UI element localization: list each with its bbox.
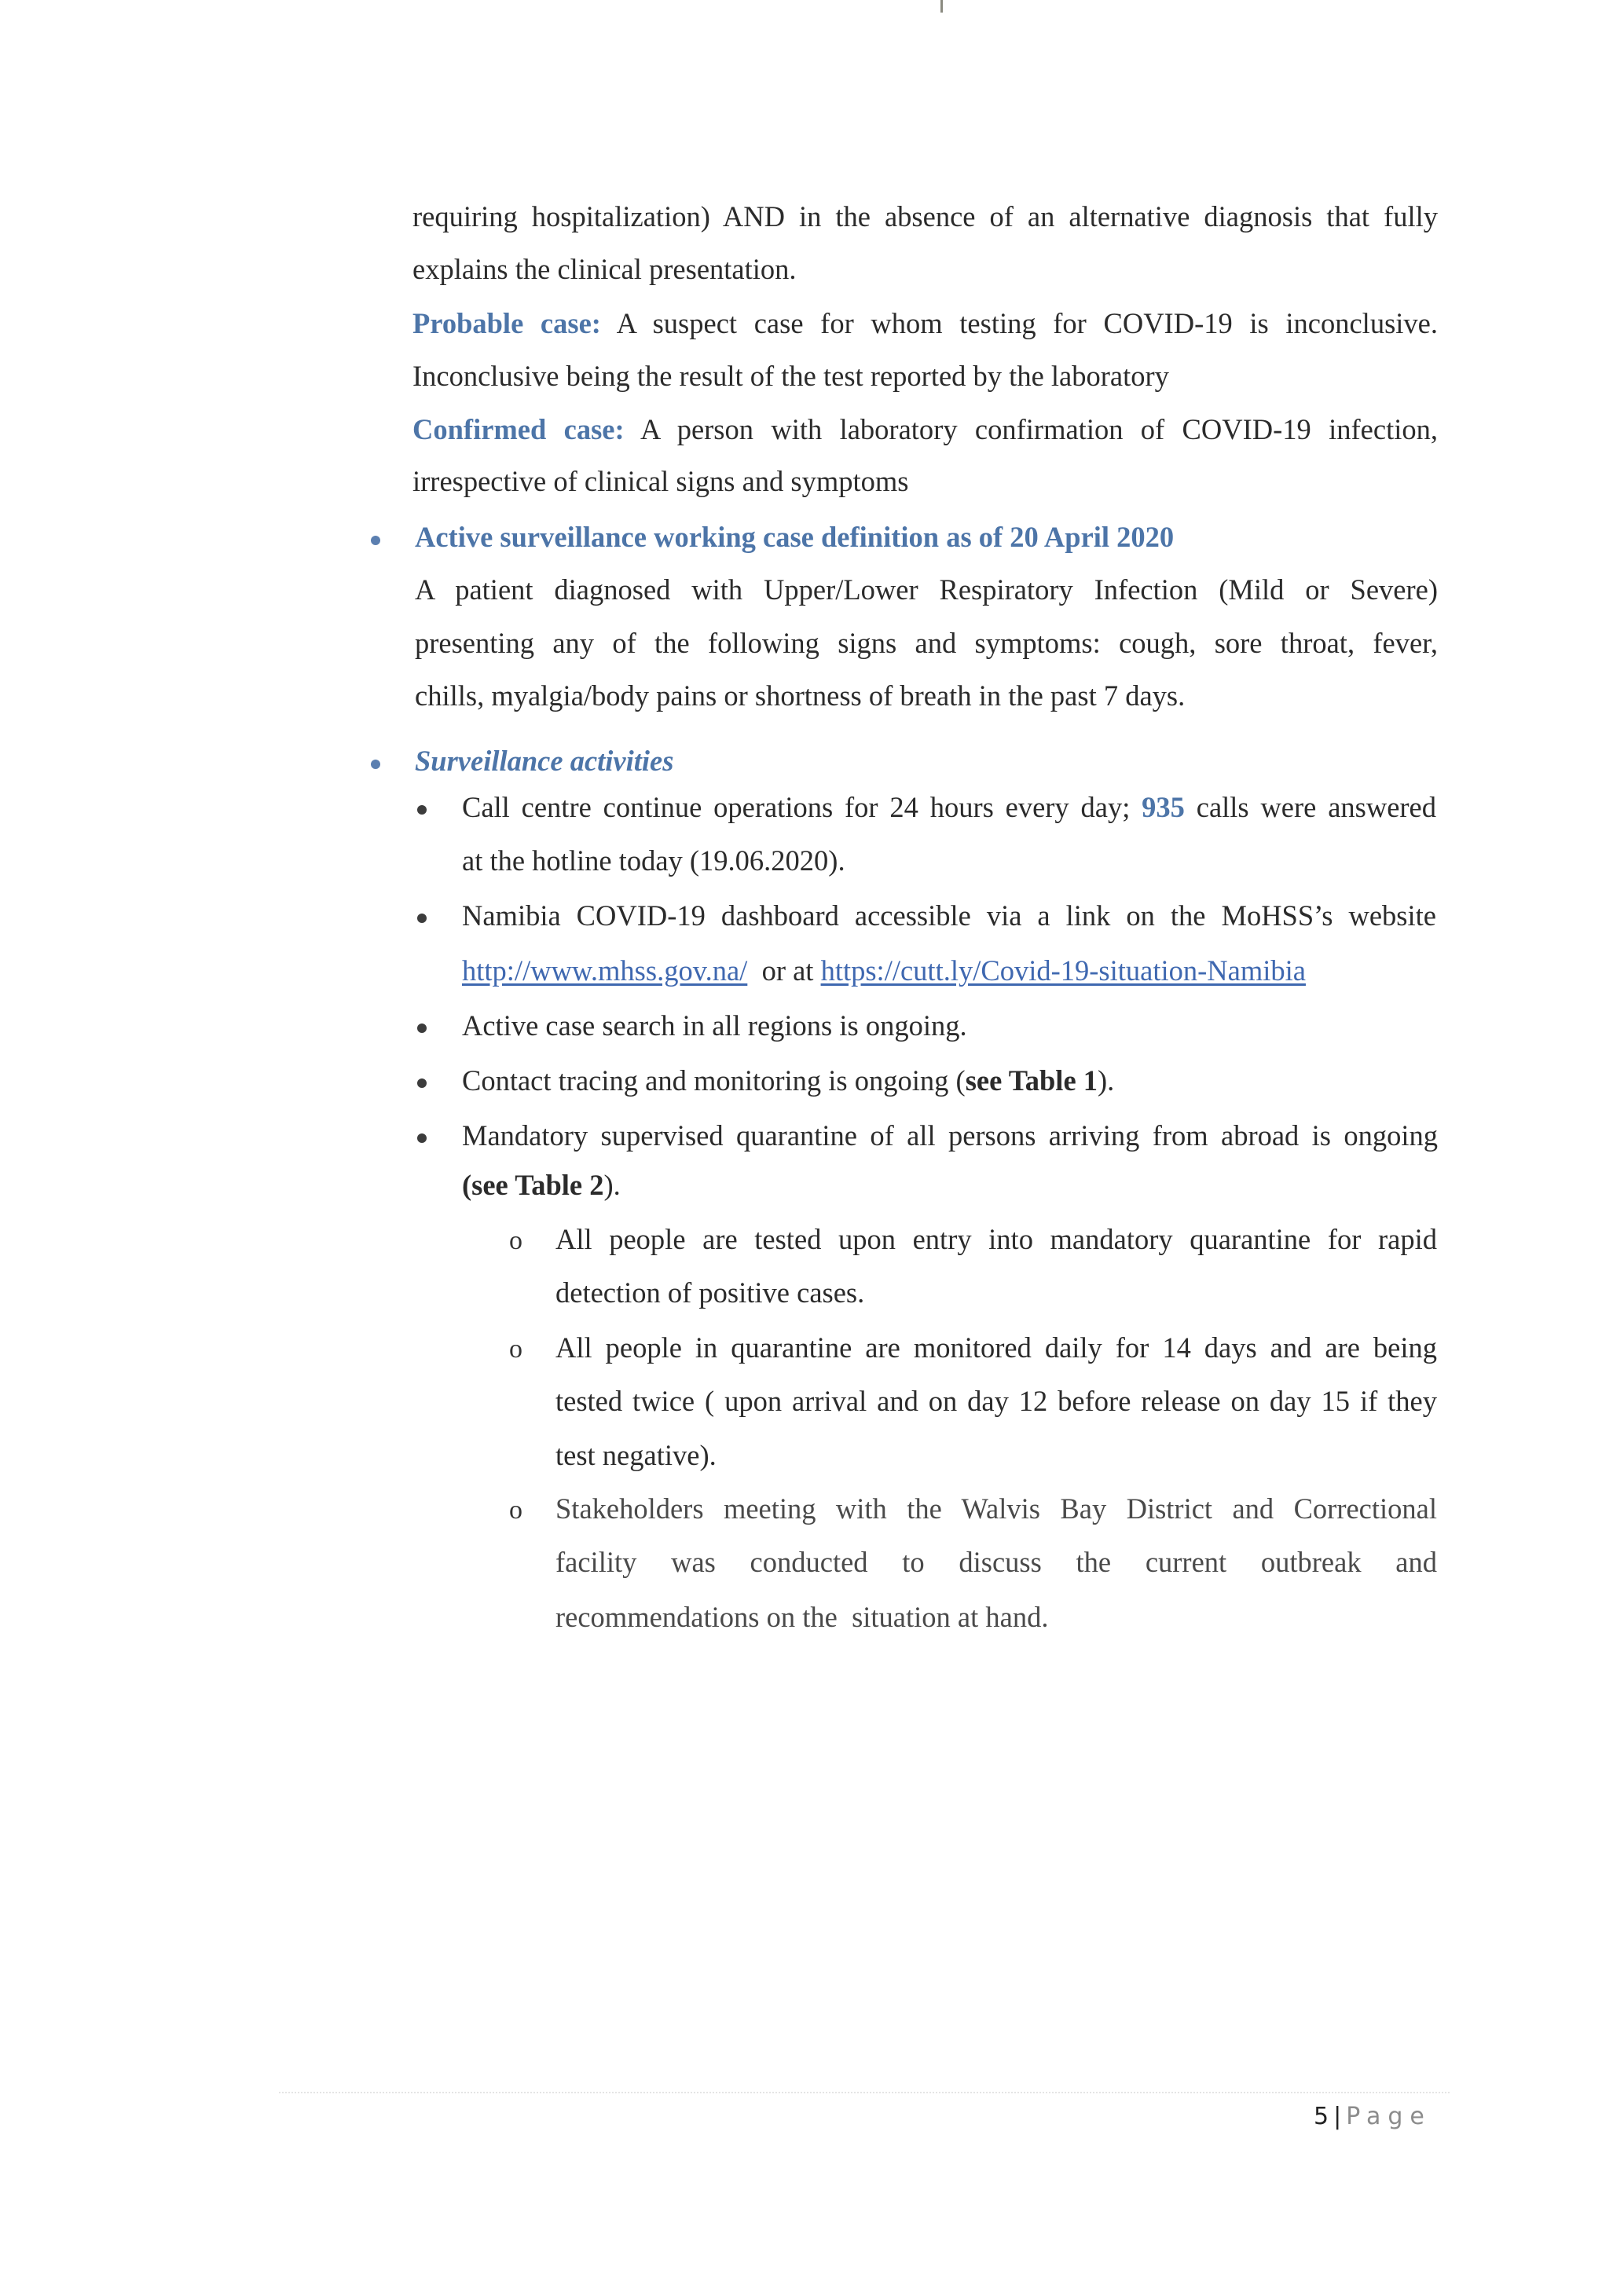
paren-close: ).: [603, 1169, 621, 1201]
call-centre-item: [462, 793, 1436, 822]
active-case-search-item: Active case search in all regions is ongoing.: [462, 1009, 967, 1042]
sub-item-line: All people are tested upon entry into mandatory quarantine for rapid: [555, 1223, 1437, 1255]
page-number-value: 5: [1314, 2103, 1329, 2130]
dashboard-links: [462, 954, 1306, 987]
page-number: [1314, 2105, 1432, 2129]
circle-bullet-icon: o: [509, 1496, 522, 1525]
circle-bullet-icon: o: [509, 1335, 522, 1364]
page-label: Page: [1346, 2103, 1432, 2130]
body-text-line: at the hotline today (19.06.2020).: [462, 844, 845, 877]
call-centre-text: Call centre continue operations for 24 hours every day;: [462, 791, 1142, 823]
body-text-line: A patient diagnosed with Upper/Lower Respiratory Infection (Mild or Severe): [415, 573, 1438, 606]
table-2-reference: see Table 2: [471, 1169, 604, 1201]
section-heading-surveillance-activities: Surveillance activities: [415, 745, 674, 777]
probable-case-definition: [412, 309, 1438, 339]
bullet-icon: [417, 805, 427, 815]
sub-item-line: facility was conducted to discuss the current outbreak and: [555, 1546, 1437, 1578]
sub-item-line: detection of positive cases.: [555, 1276, 865, 1309]
scan-artifact: [940, 0, 943, 13]
sub-item-line: test negative).: [555, 1439, 717, 1471]
contact-tracing-text: Contact tracing and monitoring is ongoing (: [462, 1064, 966, 1097]
dashboard-item: Namibia COVID-19 dashboard accessible via a link on the MoHSS’s website: [462, 899, 1436, 932]
paren-open: (: [462, 1169, 472, 1201]
footer-divider: [279, 2092, 1450, 2093]
body-text-line: explains the clinical presentation.: [412, 253, 797, 285]
bullet-icon: [417, 1078, 427, 1088]
contact-tracing-item: [462, 1064, 1115, 1097]
section-heading-active-surveillance: Active surveillance working case definition as of 20 April 2020: [415, 521, 1175, 553]
bullet-icon: [417, 1023, 427, 1033]
bullet-icon: [371, 760, 380, 769]
circle-bullet-icon: o: [509, 1226, 522, 1255]
bullet-icon: [417, 1133, 427, 1143]
sub-item-line: tested twice ( upon arrival and on day 12 before release on day 15 if they: [555, 1385, 1437, 1417]
body-text-line: presenting any of the following signs and symptoms: cough, sore throat, fever,: [415, 627, 1438, 659]
body-text-line: irrespective of clinical signs and symptoms: [412, 465, 909, 497]
page-number-separator: |: [1333, 2103, 1342, 2130]
body-text-line: chills, myalgia/body pains or shortness of breath in the past 7 days.: [415, 679, 1186, 712]
mohss-website-link[interactable]: http://www.mhss.gov.na/: [462, 954, 748, 987]
bullet-icon: [371, 536, 380, 545]
body-text-line: requiring hospitalization) AND in the absence of an alternative diagnosis that fully: [412, 200, 1438, 233]
table-1-reference: see Table 1: [965, 1064, 1098, 1097]
call-centre-text: calls were answered: [1184, 791, 1437, 823]
covid-dashboard-link[interactable]: https://cutt.ly/Covid-19-situation-Namibia: [820, 954, 1306, 987]
table-2-reference-line: [462, 1171, 621, 1200]
confirmed-case-definition: [412, 413, 1438, 445]
body-text-line: Inconclusive being the result of the test reported by the laboratory: [412, 360, 1169, 392]
probable-case-label: Probable case:: [412, 307, 601, 339]
quarantine-item: Mandatory supervised quarantine of all persons arriving from abroad is ongoing: [462, 1119, 1438, 1152]
probable-case-text: A suspect case for whom testing for COVID-19 is inconclusive.: [600, 307, 1438, 339]
calls-answered-count: 935: [1142, 791, 1185, 823]
sub-item-line: Stakeholders meeting with the Walvis Bay District and Correctional: [555, 1492, 1437, 1525]
links-connector: or at: [747, 954, 821, 987]
sub-item-line: recommendations on the situation at hand.: [555, 1601, 1049, 1633]
confirmed-case-label: Confirmed case:: [412, 413, 625, 445]
bullet-icon: [417, 914, 427, 923]
contact-tracing-end: ).: [1098, 1064, 1115, 1097]
sub-item-line: All people in quarantine are monitored daily for 14 days and are being: [555, 1331, 1437, 1364]
confirmed-case-text: A person with laboratory confirmation of COVID-19 infection,: [624, 413, 1438, 445]
